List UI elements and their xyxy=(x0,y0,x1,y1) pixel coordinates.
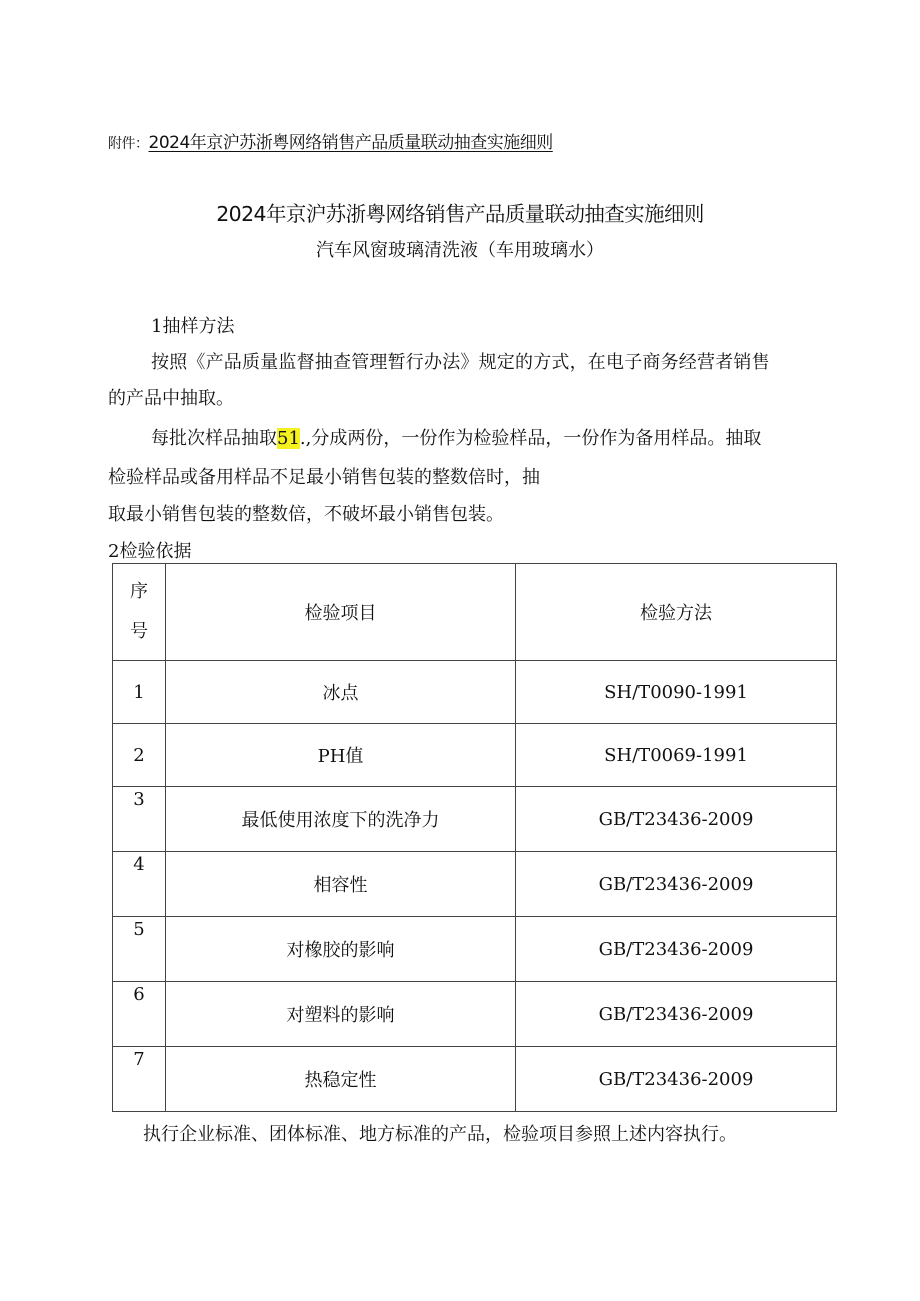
sampling-paragraph-2-line-1 xyxy=(151,424,761,450)
row-method: GB/T23436-2009 xyxy=(516,917,837,982)
section-heading-basis: 2检验依据 xyxy=(108,541,192,562)
inspection-table xyxy=(112,563,837,1112)
attachment-prefix: 附件： xyxy=(108,136,149,152)
row-no: 1 xyxy=(113,661,166,724)
table-row xyxy=(113,982,837,1047)
table-row xyxy=(113,917,837,982)
page-subtitle: 汽车风窗玻璃清洗液（车用玻璃水） xyxy=(316,240,604,261)
row-item: 相容性 xyxy=(166,852,516,917)
row-no: 3 xyxy=(113,787,166,852)
row-method: SH/T0069-1991 xyxy=(516,724,837,787)
sampling-text-before: 每批次样品抽取 xyxy=(151,428,277,449)
row-item: 对橡胶的影响 xyxy=(166,917,516,982)
row-no: 5 xyxy=(113,917,166,982)
row-no: 4 xyxy=(113,852,166,917)
sampling-paragraph-2-line-3: 取最小销售包装的整数倍，不破坏最小销售包装。 xyxy=(108,504,504,525)
attachment-title-link[interactable]: 2024年京沪苏浙粤网络销售产品质量联动抽查实施细则 xyxy=(148,133,553,153)
row-item: 热稳定性 xyxy=(166,1047,516,1112)
row-method: GB/T23436-2009 xyxy=(516,787,837,852)
sampling-text-after: .,分成两份，一份作为检验样品，一份作为备用样品。抽取 xyxy=(299,428,762,449)
row-method: GB/T23436-2009 xyxy=(516,1047,837,1112)
table-row xyxy=(113,1047,837,1112)
row-item: PH值 xyxy=(166,724,516,787)
row-no: 6 xyxy=(113,982,166,1047)
table-header-row xyxy=(113,564,837,661)
sampling-paragraph-1-line-1: 按照《产品质量监督抽查管理暂行办法》规定的方式，在电子商务经营者销售 xyxy=(151,352,770,373)
attachment-line xyxy=(108,128,553,153)
row-item: 最低使用浓度下的洗净力 xyxy=(166,787,516,852)
table-row xyxy=(113,724,837,787)
row-method: SH/T0090-1991 xyxy=(516,661,837,724)
header-item: 检验项目 xyxy=(166,564,516,661)
sampling-paragraph-1-line-2: 的产品中抽取。 xyxy=(108,388,234,409)
row-item: 对塑料的影响 xyxy=(166,982,516,1047)
section-heading-sampling: 1抽样方法 xyxy=(151,316,235,337)
table-row xyxy=(113,787,837,852)
footer-note: 执行企业标准、团体标准、地方标准的产品，检验项目参照上述内容执行。 xyxy=(143,1124,737,1145)
row-method: GB/T23436-2009 xyxy=(516,982,837,1047)
row-no: 7 xyxy=(113,1047,166,1112)
row-item: 冰点 xyxy=(166,661,516,724)
table-row xyxy=(113,661,837,724)
row-method: GB/T23436-2009 xyxy=(516,852,837,917)
sampling-paragraph-2-line-2: 检验样品或备用样品不足最小销售包装的整数倍时，抽 xyxy=(108,467,540,488)
highlighted-quantity: 51 xyxy=(277,428,300,449)
header-method: 检验方法 xyxy=(516,564,837,661)
page-title: 2024年京沪苏浙粤网络销售产品质量联动抽查实施细则 xyxy=(216,202,704,226)
table-row xyxy=(113,852,837,917)
header-no: 序 号 xyxy=(113,564,166,661)
row-no: 2 xyxy=(113,724,166,787)
